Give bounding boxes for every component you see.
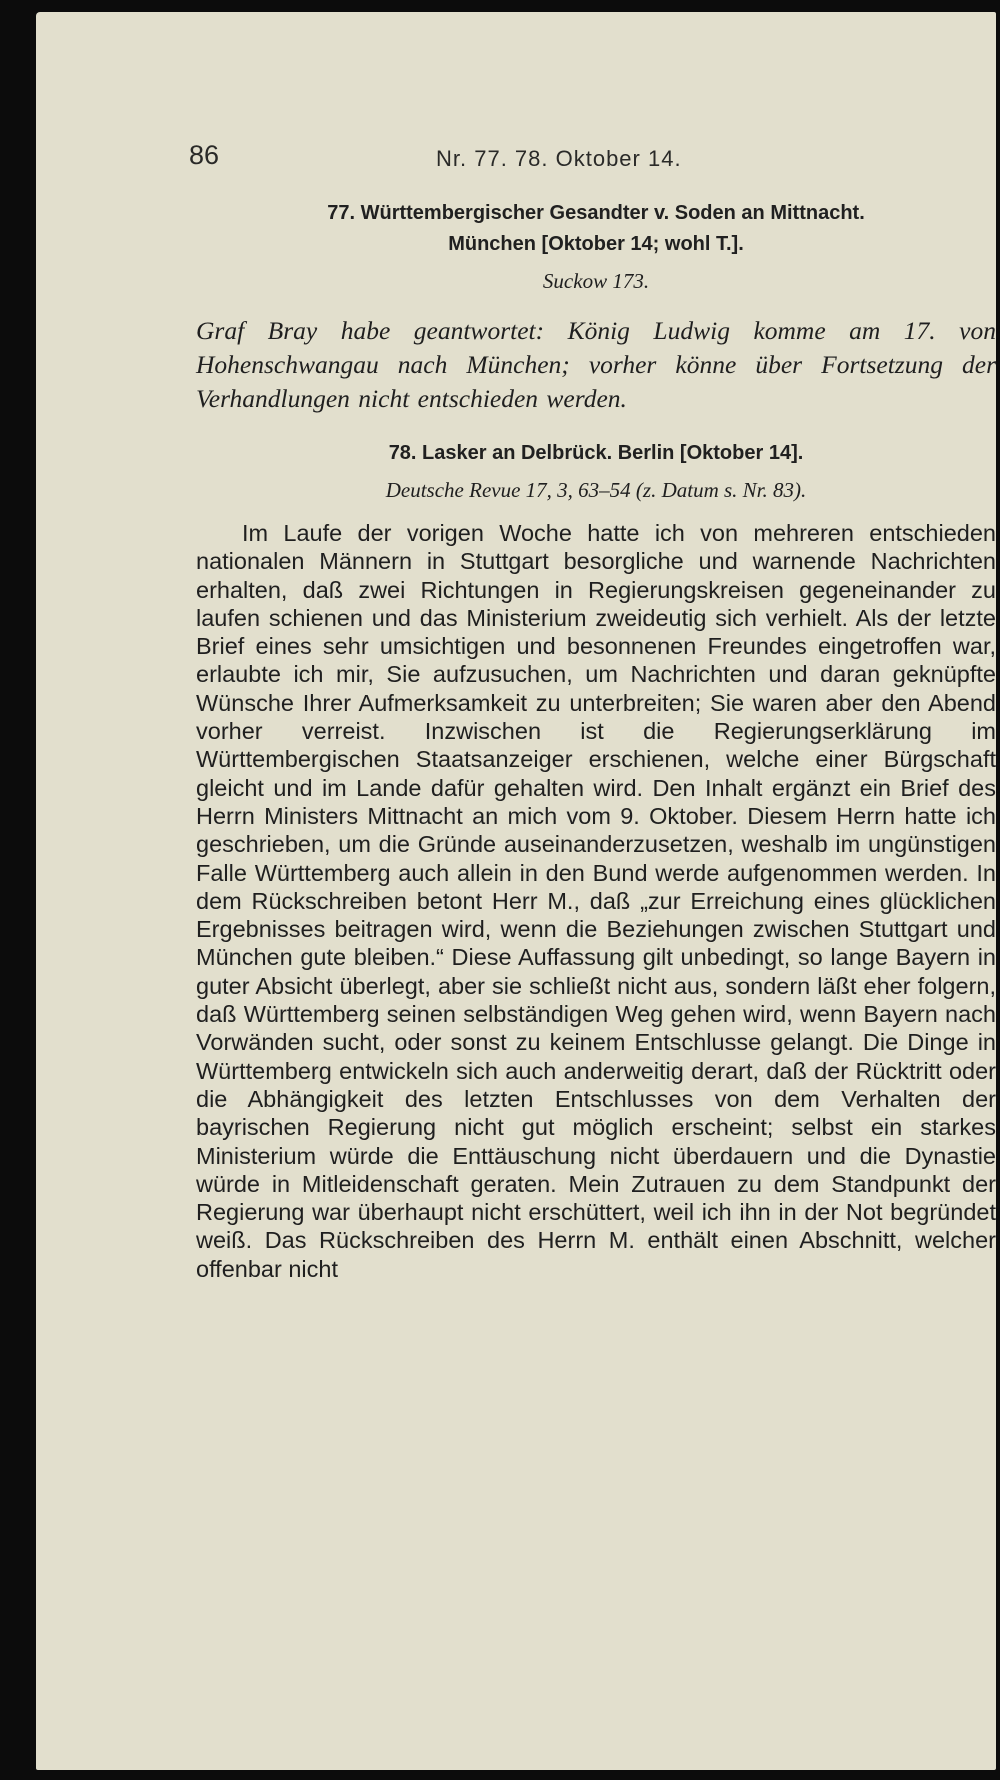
doc78-body: Im Laufe der vorigen Woche hatte ich von mehreren entschieden nationalen Männern in Stuttgart besorgliche und warnende Nachrichten erhalten, daß zwei Richtungen in Regierungskreisen gegeneinander zu laufen schienen und das Ministerium zweideutig sich verhielt. Als der letzte Brief eines sehr umsichtigen und besonnenen Freundes eingetroffen war, erlaubte ich mir, Sie aufzusuchen, um Nachrichten und daran geknüpfte Wünsche Ihrer Aufmerksamkeit zu unterbreiten; Sie waren aber den Abend vorher verreist. Inzwischen ist die Regierungserklärung im Württembergischen Staatsanzeiger erschienen, welche einer Bürgschaft gleicht und im Lande dafür gehalten wird. Den Inhalt ergänzt ein Brief des Herrn Ministers Mittnacht an mich vom 9. Oktober. Diesem Herrn hatte ich geschrieben, um die Gründe auseinanderzusetzen, weshalb im ungünstigen Falle Württemberg auch allein in den Bund werde aufgenommen werden. In dem Rückschreiben betont Herr M., daß „zur Erreichung eines glücklichen Ergebnisses beitragen wird, wenn die Beziehungen zwischen Stuttgart und München gute bleiben.“ Diese Auffassung gilt unbedingt, so lange Bayern in guter Absicht überlegt, aber sie schließt nicht aus, sondern läßt eher folgern, daß Württemberg seinen selbständigen Weg gehen wird, wenn Bayern nach Vorwänden sucht, oder sonst zu keinem Entschlusse gelangt. Die Dinge in Württemberg entwickeln sich auch anderweitig derart, daß der Rücktritt oder die Abhängigkeit des letzten Entschlusses von dem Verhalten der bayrischen Regierung nicht gut möglich erscheint; selbst ein starkes Ministerium würde die Enttäuschung nicht überdauern und die Dynastie würde in Mitleidenschaft geraten. Mein Zutrauen zu dem Standpunkt der Regierung war überhaupt nicht erschüttert, weil ich ihn in der Not begründet weiß. Das Rückschreiben des Herrn M. enthält einen Abschnitt, welcher offenbar nicht xyxy=(196,520,996,1282)
running-title: Nr. 77. 78. Oktober 14. xyxy=(436,146,682,171)
doc77-body: Graf Bray habe geantwortet: König Ludwig komme am 17. von Hohenschwangau nach München; vorher könne über Fortsetzung der Verhandlungen nicht entschieden werden. xyxy=(196,316,996,413)
doc78-source: Deutsche Revue 17, 3, 63–54 (z. Datum s. Nr. 83). xyxy=(385,478,807,502)
doc77-source: Suckow 173. xyxy=(542,269,650,293)
book-page xyxy=(36,12,996,1770)
document-77 xyxy=(196,198,996,416)
doc78-heading: 78. Lasker an Delbrück. Berlin [Oktober 14]. xyxy=(388,442,804,464)
doc77-heading-line2: München [Oktober 14; wohl T.]. xyxy=(448,233,744,255)
page-number: 86 xyxy=(189,140,220,170)
document-78 xyxy=(196,438,996,1283)
doc77-heading-line1: 77. Württembergischer Gesandter v. Soden an Mittnacht. xyxy=(327,202,865,224)
